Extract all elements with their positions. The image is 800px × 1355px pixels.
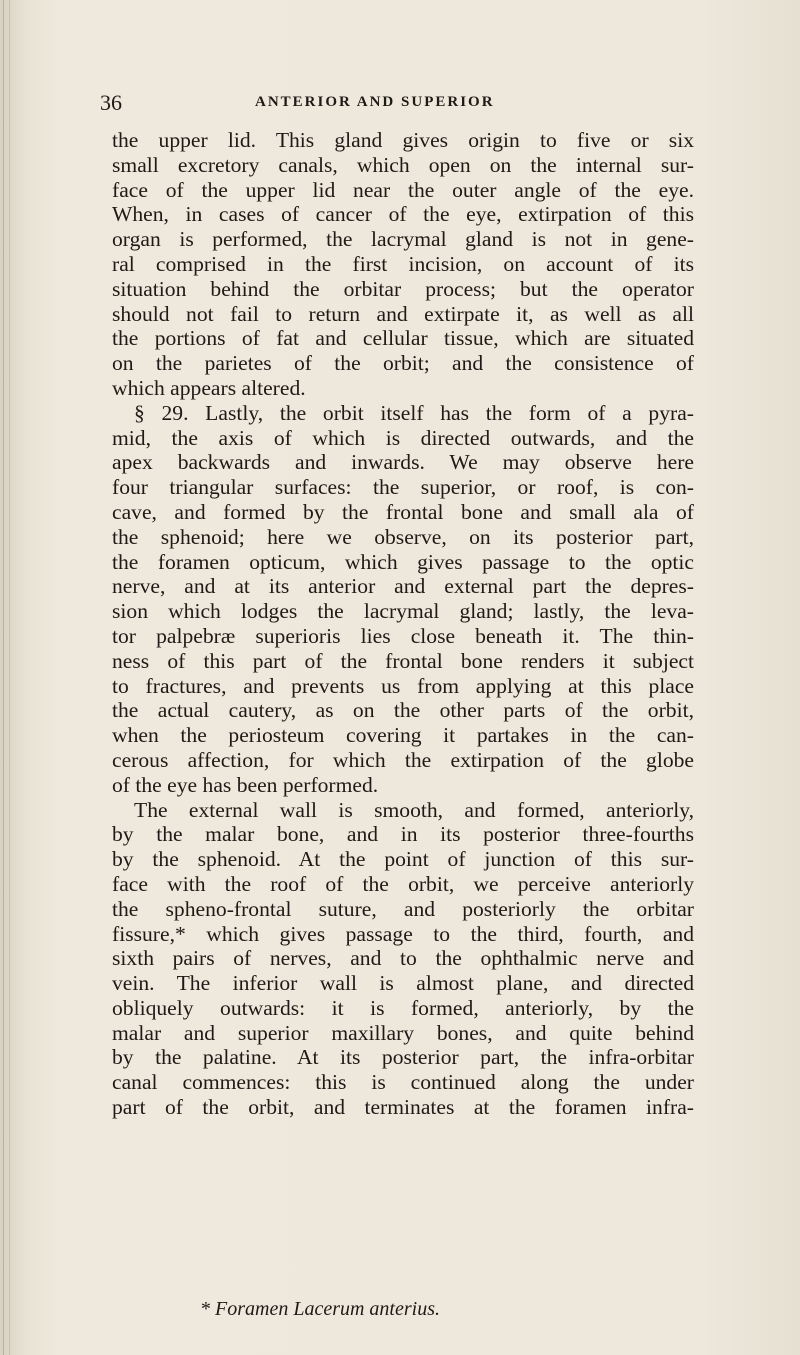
text-line: when the periosteum covering it partakes in the can-: [112, 723, 694, 748]
text-line: small excretory canals, which open on the internal sur-: [112, 152, 694, 177]
text-line: nerve, and at its anterior and external part the depres-: [112, 574, 694, 599]
text-line: ral comprised in the first incision, on account of its: [112, 251, 694, 276]
text-line: mid, the axis of which is directed outwards, and the: [112, 425, 694, 450]
footnote: * Foramen Lacerum anterius.: [200, 1298, 440, 1320]
text-line: ness of this part of the frontal bone renders it subject: [112, 648, 694, 673]
text-line: the upper lid. This gland gives origin to five or six: [112, 128, 694, 152]
text-line: of the eye has been performed.: [112, 772, 379, 797]
text-line: vein. The inferior wall is almost plane, and directed: [112, 971, 694, 996]
text-line: by the sphenoid. At the point of junction of this sur-: [112, 847, 694, 872]
text-line: four triangular surfaces: the superior, or roof, is con-: [112, 475, 694, 500]
body-text: [112, 128, 694, 1120]
text-line: to fractures, and prevents us from applying at this place: [112, 673, 694, 698]
text-line: the actual cautery, as on the other parts of the orbit,: [112, 698, 694, 723]
text-line: § 29. Lastly, the orbit itself has the form of a pyra-: [134, 400, 694, 425]
text-line: face of the upper lid near the outer angle of the eye.: [112, 177, 694, 202]
page-gutter-edge: [9, 0, 10, 1355]
text-line: the portions of fat and cellular tissue, which are situated: [112, 326, 694, 351]
text-line: cerous affection, for which the extirpation of the globe: [112, 747, 694, 772]
text-line: part of the orbit, and terminates at the foramen infra-: [112, 1095, 694, 1120]
text-line: should not fail to return and extirpate it, as well as all: [112, 301, 694, 326]
text-line: face with the roof of the orbit, we perceive anteriorly: [112, 871, 694, 896]
text-line: canal commences: this is continued along the under: [112, 1070, 694, 1095]
text-line: sixth pairs of nerves, and to the ophthalmic nerve and: [112, 946, 694, 971]
text-line: by the palatine. At its posterior part, the infra-orbitar: [112, 1045, 694, 1070]
text-line: which appears altered.: [112, 375, 306, 400]
text-line: When, in cases of cancer of the eye, extirpation of this: [112, 202, 694, 227]
text-line: obliquely outwards: it is formed, anteriorly, by the: [112, 995, 694, 1020]
text-line: on the parietes of the orbit; and the consistence of: [112, 351, 694, 376]
text-line: by the malar bone, and in its posterior three-fourths: [112, 822, 694, 847]
text-line: the spheno-frontal suture, and posteriorly the orbitar: [112, 896, 694, 921]
text-line: apex backwards and inwards. We may observe here: [112, 450, 694, 475]
text-line: The external wall is smooth, and formed, anteriorly,: [134, 797, 694, 822]
text-line: situation behind the orbitar process; but the operator: [112, 276, 694, 301]
text-line: cave, and formed by the frontal bone and small ala of: [112, 499, 694, 524]
text-line: fissure,* which gives passage to the third, fourth, and: [112, 921, 694, 946]
running-title: ANTERIOR AND SUPERIOR: [255, 94, 495, 110]
text-line: malar and superior maxillary bones, and quite behind: [112, 1020, 694, 1045]
page-gutter-edge: [3, 0, 4, 1355]
text-line: organ is performed, the lacrymal gland is not in gene-: [112, 227, 694, 252]
text-line: the foramen opticum, which gives passage to the optic: [112, 549, 694, 574]
page-number: 36: [100, 90, 122, 115]
text-line: the sphenoid; here we observe, on its posterior part,: [112, 524, 694, 549]
text-line: tor palpebræ superioris lies close beneath it. The thin-: [112, 623, 694, 648]
text-line: sion which lodges the lacrymal gland; lastly, the leva-: [112, 599, 694, 624]
running-head: [100, 90, 700, 120]
